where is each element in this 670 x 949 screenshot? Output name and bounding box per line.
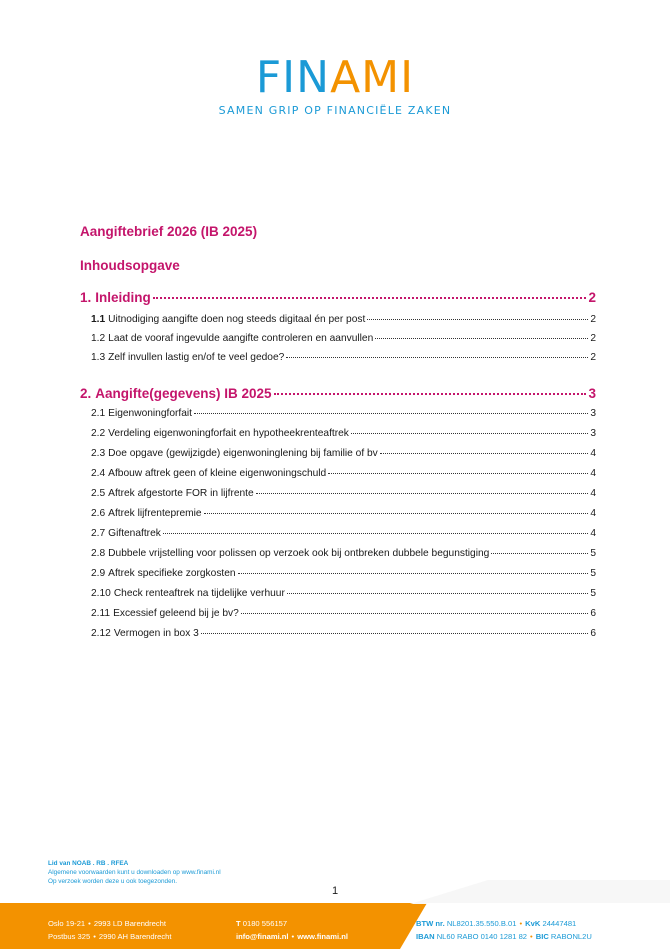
toc-number: 1.3	[91, 352, 106, 363]
toc-label: Zelf invullen lastig en/of te veel gedoe?	[108, 352, 285, 363]
separator-dot: •	[530, 932, 533, 941]
toc-leader	[241, 613, 589, 614]
toc-label: Doe opgave (gewijzigde) eigenwoninglening bij familie of bv	[108, 448, 378, 459]
logo-part-ami: AMI	[330, 52, 415, 103]
toc-leader	[204, 513, 589, 514]
toc-label: Giftenaftrek	[108, 528, 161, 539]
toc-item-2-6[interactable]	[91, 508, 596, 519]
toc-leader	[201, 633, 589, 634]
toc-item-2-11[interactable]	[91, 608, 596, 619]
toc-label: Aftrek lijfrentepremie	[108, 508, 202, 519]
footer-address	[48, 917, 172, 943]
address-city: 2993 LD Barendrecht	[93, 919, 167, 928]
toc-item-2-9[interactable]	[91, 568, 596, 579]
toc-leader	[375, 338, 588, 339]
toc-item-1-3[interactable]	[91, 352, 596, 363]
logo-tagline: SAMEN GRIP OP FINANCIËLE ZAKEN	[218, 104, 452, 117]
toc-number: 1.	[80, 290, 92, 305]
toc-page: 2	[590, 352, 596, 363]
toc-leader	[328, 473, 588, 474]
toc-number: 2.7	[91, 528, 106, 539]
footer-contact	[236, 917, 348, 943]
toc-leader	[238, 573, 589, 574]
toc-leader	[256, 493, 589, 494]
toc-leader	[351, 433, 588, 434]
toc-leader	[286, 357, 588, 358]
toc-number: 2.2	[91, 428, 106, 439]
toc-label: Verdeling eigenwoningforfait en hypotheekrenteaftrek	[108, 428, 349, 439]
toc-label: Afbouw aftrek geen of kleine eigenwoningschuld	[108, 468, 327, 479]
toc-label: Vermogen in box 3	[113, 628, 199, 639]
iban-label: IBAN	[416, 932, 435, 941]
toc-leader	[367, 319, 588, 320]
toc-label: Aftrek afgestorte FOR in lijfrente	[108, 488, 254, 499]
toc-page: 3	[590, 428, 596, 439]
toc-number: 2.8	[91, 548, 106, 559]
toc-page: 2	[590, 314, 596, 325]
toc-page: 5	[590, 568, 596, 579]
bic-code: RABONL2U	[550, 932, 592, 941]
toc-item-2-3[interactable]	[91, 448, 596, 459]
toc-item-2-4[interactable]	[91, 468, 596, 479]
toc-page: 4	[590, 508, 596, 519]
toc-item-1-1[interactable]	[91, 314, 596, 325]
toc-label: Eigenwoningforfait	[108, 408, 192, 419]
toc-number: 2.5	[91, 488, 106, 499]
separator-dot: •	[519, 919, 523, 928]
btw-number: NL8201.35.550.B.01	[446, 919, 517, 928]
toc-item-2-10[interactable]	[91, 588, 596, 599]
toc-section-2[interactable]	[80, 386, 596, 401]
toc-label: Check renteaftrek na tijdelijke verhuur	[113, 588, 285, 599]
email-link[interactable]: info@finami.nl	[236, 932, 289, 941]
toc-page: 2	[588, 290, 596, 305]
terms-note: Algemene voorwaarden kunt u downloaden op www.finami.nl	[48, 869, 221, 876]
footer-shape	[410, 880, 670, 904]
toc-page: 3	[588, 386, 596, 401]
toc-leader	[380, 453, 589, 454]
toc-page: 5	[590, 588, 596, 599]
toc-label: Laat de vooraf ingevulde aangifte controleren en aanvullen	[108, 333, 374, 344]
toc-page: 2	[590, 333, 596, 344]
toc-item-2-5[interactable]	[91, 488, 596, 499]
toc-page: 6	[590, 628, 596, 639]
separator-dot: •	[88, 919, 91, 928]
toc-number: 2.10	[91, 588, 111, 599]
toc-leader	[194, 413, 588, 414]
postbus: Postbus 325	[48, 932, 91, 941]
page-number: 1	[331, 885, 339, 897]
toc-leader	[287, 593, 588, 594]
toc-page: 4	[590, 468, 596, 479]
toc-label: Dubbele vrijstelling voor polissen op verzoek ook bij ontbreken dubbele begunstiging	[108, 548, 490, 559]
toc-leader	[153, 297, 587, 299]
postbus-city: 2990 AH Barendrecht	[98, 932, 172, 941]
toc-page: 4	[590, 528, 596, 539]
bic-label: BIC	[535, 932, 549, 941]
toc-leader	[274, 393, 587, 395]
footer-registration	[416, 917, 592, 943]
toc-label: Uitnodiging aangifte doen nog steeds digitaal én per post	[108, 314, 366, 325]
separator-dot: •	[291, 932, 295, 941]
toc-number: 1.2	[91, 333, 106, 344]
phone-label: T	[236, 919, 241, 928]
document-title: Aangiftebrief 2026 (IB 2025)	[80, 224, 258, 239]
phone-number: 0180 556157	[242, 919, 288, 928]
toc-item-2-8[interactable]	[91, 548, 596, 559]
toc-leader	[163, 533, 588, 534]
toc-page: 6	[590, 608, 596, 619]
toc-item-2-12[interactable]	[91, 628, 596, 639]
toc-page: 4	[590, 448, 596, 459]
toc-number: 2.9	[91, 568, 106, 579]
toc-number: 2.	[80, 386, 92, 401]
toc-item-2-1[interactable]	[91, 408, 596, 419]
terms-note-2: Op verzoek worden deze u ook toegezonden.	[48, 878, 177, 885]
membership-line: Lid van NOAB . RB . RFEA	[48, 860, 129, 867]
footer-notes	[48, 859, 221, 886]
toc-page: 3	[590, 408, 596, 419]
address-street: Oslo 19-21	[48, 919, 86, 928]
toc-number: 1.1	[91, 314, 106, 325]
toc-label: Inleiding	[95, 290, 151, 305]
logo-wordmark	[255, 52, 415, 103]
kvk-number: 24447481	[542, 919, 577, 928]
iban-number: NL60 RABO 0140 1281 82	[436, 932, 528, 941]
toc-page: 4	[590, 488, 596, 499]
toc-page: 5	[590, 548, 596, 559]
separator-dot: •	[93, 932, 96, 941]
toc-leader	[491, 553, 588, 554]
toc-number: 2.12	[91, 628, 111, 639]
toc-item-2-2[interactable]	[91, 428, 596, 439]
toc-item-1-2[interactable]	[91, 333, 596, 344]
toc-heading: Inhoudsopgave	[80, 258, 180, 273]
website-link[interactable]: www.finami.nl	[297, 932, 348, 941]
kvk-label: KvK	[525, 919, 541, 928]
toc-number: 2.6	[91, 508, 106, 519]
toc-item-2-7[interactable]	[91, 528, 596, 539]
logo	[0, 52, 670, 117]
toc-number: 2.4	[91, 468, 106, 479]
logo-part-fin: FIN	[255, 52, 331, 103]
btw-label: BTW nr.	[416, 919, 445, 928]
toc-section-1[interactable]	[80, 290, 596, 305]
toc-number: 2.3	[91, 448, 106, 459]
toc-label: Aangifte(gegevens) IB 2025	[95, 386, 272, 401]
toc-label: Excessief geleend bij je bv?	[113, 608, 239, 619]
toc-number: 2.11	[91, 608, 111, 619]
toc-label: Aftrek specifieke zorgkosten	[108, 568, 236, 579]
toc-number: 2.1	[91, 408, 106, 419]
